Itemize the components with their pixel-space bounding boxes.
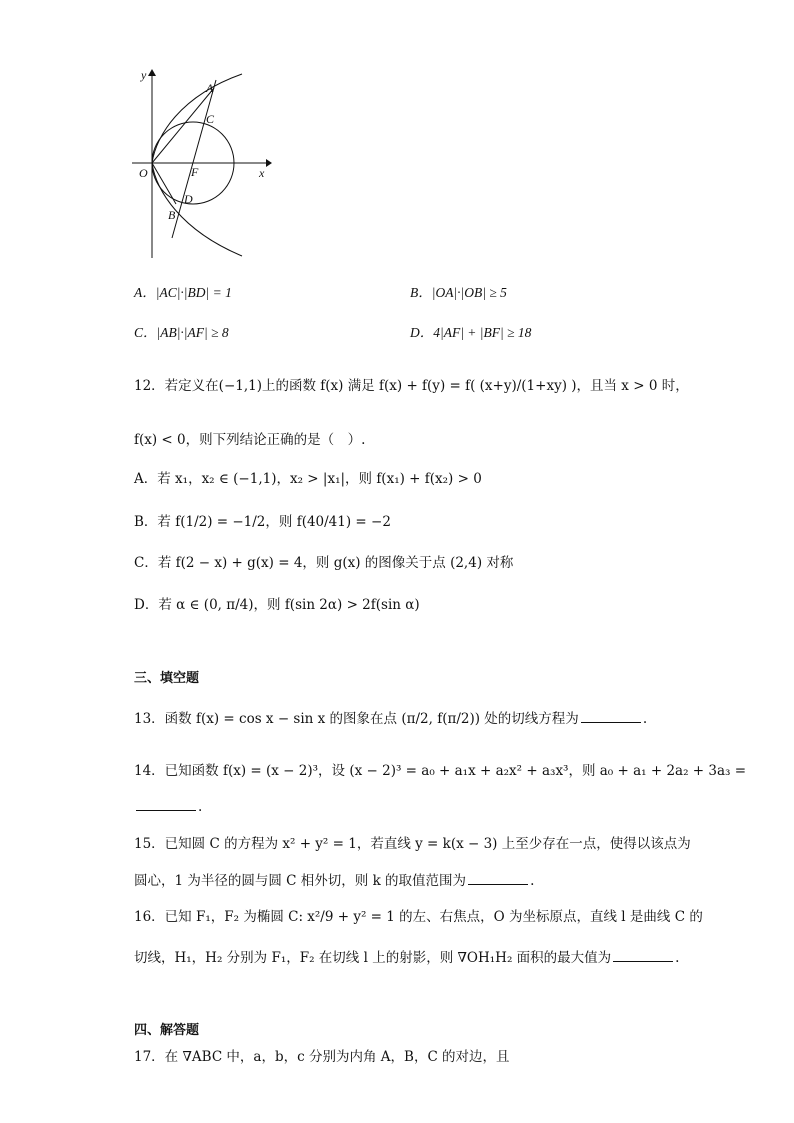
q16-line2 bbox=[134, 946, 679, 966]
q11-option-c: C．|AB|·|AF| ≥ 8 bbox=[134, 325, 229, 340]
q15-line2-text: 圆心，1 为半径的圆与圆 C 相外切，则 k 的取值范围为 bbox=[134, 873, 467, 889]
q11-option-d: D．4|AF| + |BF| ≥ 18 bbox=[410, 325, 532, 340]
focal-chord bbox=[172, 80, 216, 238]
q13-text: 13．函数 f(x) = cos x − sin x 的图象在点 (π/2, f(π/2)) 处的切线方程为 bbox=[134, 711, 579, 727]
q12-option-a: A．若 x₁，x₂ ∈ (−1,1)，x₂ > |x₁|，则 f(x₁) + f(x₂) > 0 bbox=[134, 471, 482, 487]
label-A: A bbox=[206, 81, 214, 95]
q14-end: . bbox=[198, 799, 203, 815]
q16-line1: 16．已知 F₁，F₂ 为椭圆 C: x²/9 + y² = 1 的左、右焦点，O 为坐标原点，直线 l 是曲线 C 的 bbox=[134, 909, 703, 925]
q15-line1: 15．已知圆 C 的方程为 x² + y² = 1，若直线 y = k(x − 3) 上至少存在一点，使得以该点为 bbox=[134, 836, 691, 852]
label-O: O bbox=[139, 166, 148, 180]
q15-end: . bbox=[530, 873, 535, 889]
segment-OB bbox=[152, 163, 176, 204]
label-C: C bbox=[206, 112, 215, 126]
q17-line1: 17．在 ∇ABC 中，a，b，c 分别为内角 A，B，C 的对边，且 bbox=[134, 1049, 510, 1065]
q15-answer-blank[interactable] bbox=[468, 872, 528, 885]
section-3-heading: 三、填空题 bbox=[134, 671, 200, 686]
label-F: F bbox=[191, 165, 199, 179]
q16-end: . bbox=[675, 950, 680, 966]
q13 bbox=[134, 707, 647, 727]
label-y: y bbox=[141, 68, 147, 82]
q13-end: . bbox=[642, 711, 648, 727]
label-B: B bbox=[168, 208, 176, 222]
parabola-circle-figure bbox=[120, 66, 280, 266]
q13-answer-blank[interactable] bbox=[581, 710, 641, 723]
q11-option-b: B．|OA|·|OB| ≥ 5 bbox=[410, 285, 507, 300]
q12-stem-line2: f(x) < 0，则下列结论正确的是（ ）. bbox=[134, 432, 366, 448]
q12-stem-line1: 12．若定义在(−1,1)上的函数 f(x) 满足 f(x) + f(y) = f( (x+y)/(1+xy) )，且当 x > 0 时， bbox=[134, 378, 689, 394]
y-axis-arrow bbox=[148, 69, 156, 76]
q12-option-c: C．若 f(2 − x) + g(x) = 4，则 g(x) 的图像关于点 (2,4) 对称 bbox=[134, 555, 514, 571]
q16-answer-blank[interactable] bbox=[613, 949, 673, 962]
q12-option-d: D．若 α ∈ (0, π/4)，则 f(sin 2α) > 2f(sin α) bbox=[134, 597, 420, 613]
label-x: x bbox=[259, 166, 265, 180]
q14-line2 bbox=[134, 798, 202, 815]
q11-option-a: A．|AC|·|BD| = 1 bbox=[134, 285, 232, 300]
q12-option-b: B．若 f(1/2) = −1/2，则 f(40/41) = −2 bbox=[134, 514, 391, 530]
section-4-heading: 四、解答题 bbox=[134, 1023, 200, 1038]
x-axis-arrow bbox=[266, 159, 272, 167]
q14-answer-blank[interactable] bbox=[136, 798, 196, 811]
q16-line2-text: 切线，H₁，H₂ 分别为 F₁，F₂ 在切线 l 上的射影，则 ∇OH₁H₂ 面积的最大值为 bbox=[134, 950, 612, 966]
q15-line2 bbox=[134, 869, 534, 889]
label-D: D bbox=[184, 192, 193, 206]
q14-line1: 14．已知函数 f(x) = (x − 2)³，设 (x − 2)³ = a₀ + a₁x + a₂x² + a₃x³，则 a₀ + a₁ + 2a₂ + 3a₃ = bbox=[134, 763, 747, 779]
segment-OA bbox=[152, 88, 214, 163]
